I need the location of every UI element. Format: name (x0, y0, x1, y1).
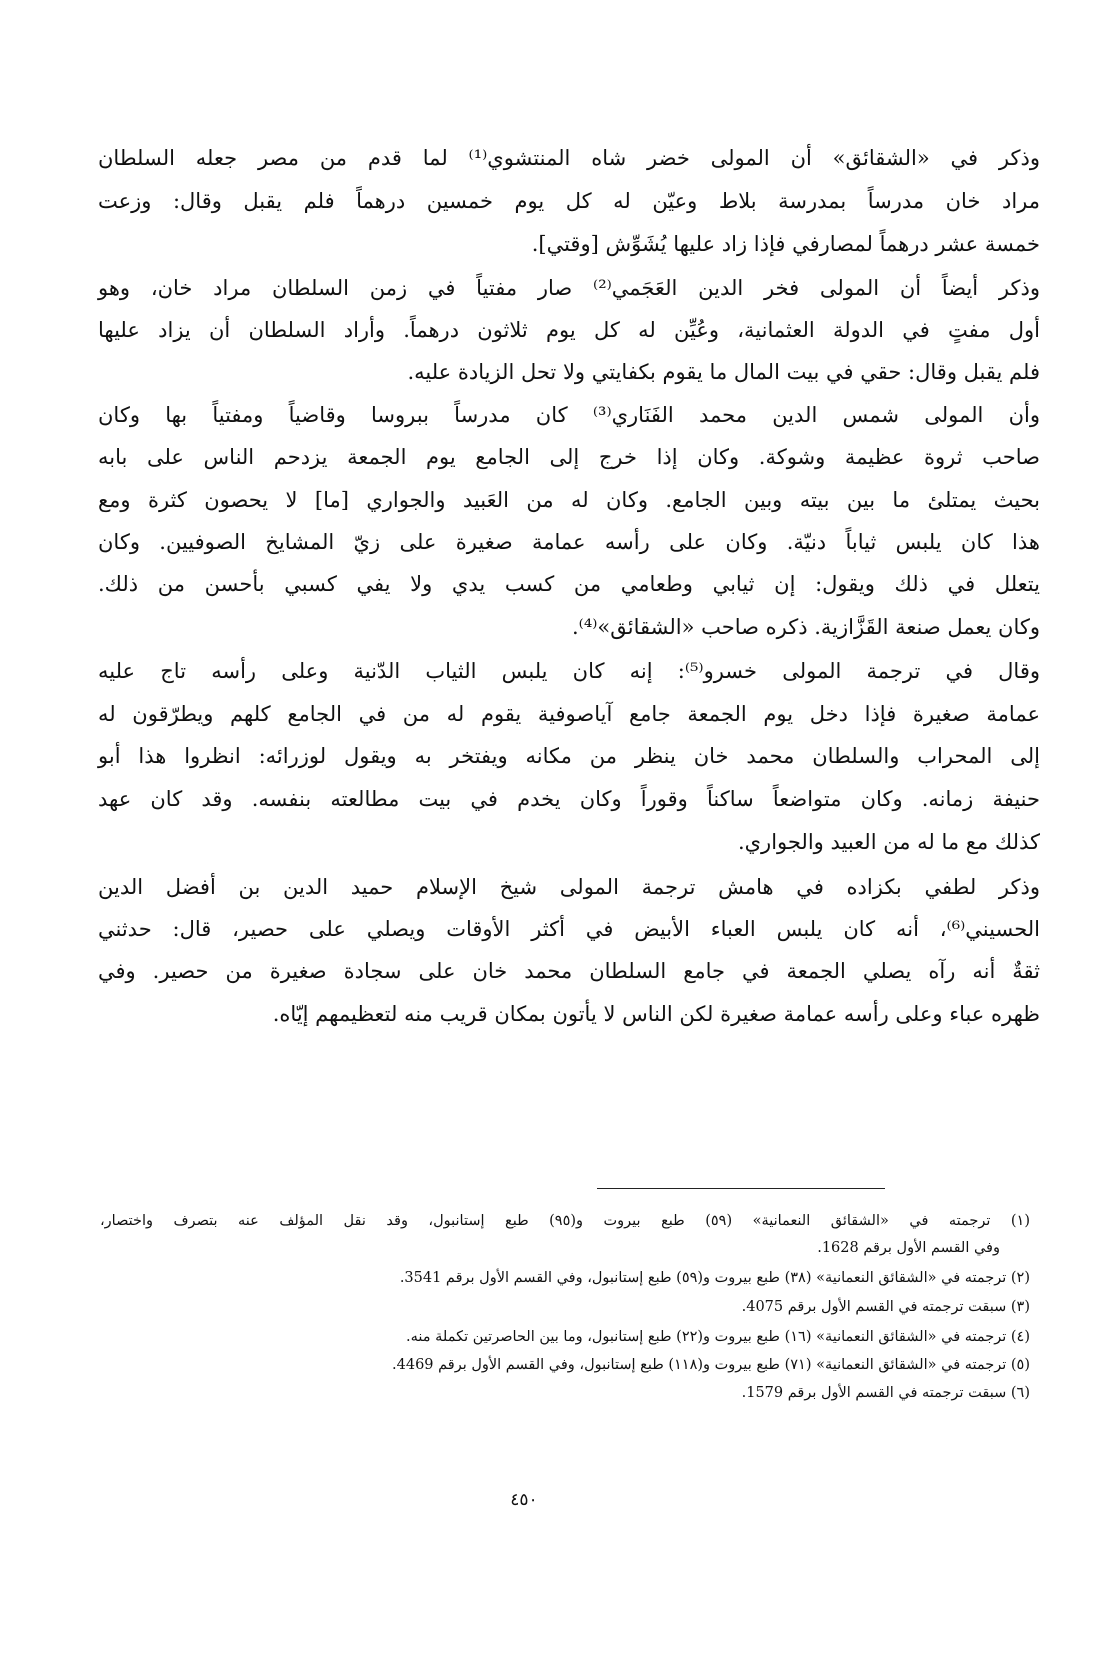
body-line: ثقةٌ أنه رآه يصلي الجمعة في جامع السلطان محمد خان على سجادة صغيرة من حصير. وفي (98, 959, 1041, 983)
body-line: هذا كان يلبس ثياباً دنيّة. وكان على رأسه عمامة صغيرة على زيّ المشايخ الصوفيين. وكان (98, 530, 1040, 554)
body-line: بحيث يمتلئ ما بين بيته وبين الجامع. وكان له من العَبيد والجواري [ما] لا يحصون كثرة ومع (98, 488, 1040, 512)
page-number: ٤٥٠ (510, 1490, 538, 1510)
body-line: الحسيني⁽⁶⁾، أنه كان يلبس العباء الأبيض في أكثر الأوقات ويصلي على حصير، قال: حدثني (98, 917, 1040, 941)
body-line: ظهره عباء وعلى رأسه عمامة صغيرة لكن الناس لا يأتون بمكان قريب منه لتعظيمهم إيّاه. (272, 1002, 1040, 1026)
body-line: إلى المحراب والسلطان محمد خان ينظر من مكانه ويفتخر به ويقول لوزرائه: انظروا هذا أبو (98, 744, 1040, 768)
footnote: (٦) سبقت ترجمته في القسم الأول برقم 1579. (741, 1385, 1030, 1401)
body-line: عمامة صغيرة فإذا دخل يوم الجمعة جامع آياصوفية يقوم له من في الجامع كلهم ويطرّقون له (98, 702, 1040, 726)
body-line: كذلك مع ما له من العبيد والجواري. (737, 830, 1040, 854)
body-line: مراد خان مدرساً بمدرسة بلاط وعيّن له كل يوم خمسين درهماً فلم يقبل وقال: وزعت (98, 189, 1040, 213)
body-line: حنيفة زمانه. وكان متواضعاً ساكناً وقوراً وكان يخدم في بيت مطالعته بنفسه. وقد كان عهد (98, 787, 1040, 811)
footnote: (٥) ترجمته في «الشقائق النعمانية» (٧١) طبع بيروت و(١١٨) طبع إستانبول، وفي القسم الأول برقم 4469. (392, 1357, 1030, 1373)
body-line: وذكر لطفي بكزاده في هامش ترجمة المولى شيخ الإسلام حميد الدين بن أفضل الدين (98, 875, 1040, 899)
body-line: أول مفتٍ في الدولة العثمانية، وعُيِّن له كل يوم ثلاثون درهماً. وأراد السلطان أن يزاد عليها (98, 318, 1040, 342)
body-line: وذكر في «الشقائق» أن المولى خضر شاه المنتشوي⁽¹⁾ لما قدم من مصر جعله السلطان (98, 146, 1040, 170)
footnote-separator (597, 1188, 885, 1189)
body-line: يتعلل في ذلك ويقول: إن ثيابي وطعامي من كسب يدي ولا يفي كسبي بأحسن من ذلك. (98, 572, 1040, 596)
body-line: وأن المولى شمس الدين محمد الفَنَاري⁽³⁾ كان مدرساً ببروسا وقاضياً ومفتياً بها وكان (98, 403, 1040, 427)
footnote: (٣) سبقت ترجمته في القسم الأول برقم 4075. (741, 1299, 1030, 1315)
body-line: صاحب ثروة عظيمة وشوكة. وكان إذا خرج إلى الجامع يوم الجمعة يزدحم الناس على بابه (98, 445, 1040, 469)
body-line: وكان يعمل صنعة القَزَّازية. ذكره صاحب «الشقائق»⁽⁴⁾. (571, 615, 1040, 639)
body-line: فلم يقبل وقال: حقي في بيت المال ما يقوم بكفايتي ولا تحل الزيادة عليه. (407, 360, 1040, 384)
body-line: وذكر أيضاً أن المولى فخر الدين العَجَمي⁽²⁾ صار مفتياً في زمن السلطان مراد خان، وهو (98, 276, 1040, 300)
body-line: وقال في ترجمة المولى خسرو⁽⁵⁾: إنه كان يلبس الثياب الدّنية وعلى رأسه تاج عليه (98, 659, 1041, 683)
footnote: (٢) ترجمته في «الشقائق النعمانية» (٣٨) طبع بيروت و(٥٩) طبع إستانبول، وفي القسم الأول برقم 3541. (399, 1270, 1030, 1286)
footnote: (١) ترجمته في «الشقائق النعمانية» (٥٩) طبع بيروت و(٩٥) طبع إستانبول، وقد نقل المؤلف عنه بتصرف واختصار، (100, 1213, 1031, 1229)
footnote: (٤) ترجمته في «الشقائق النعمانية» (١٦) طبع بيروت و(٢٢) طبع إستانبول، وما بين الحاصرتين تكملة منه. (406, 1329, 1030, 1345)
body-line: خمسة عشر درهماً لمصارفي فإذا زاد عليها يُشَوِّش [وقتي]. (531, 232, 1040, 256)
footnote: وفي القسم الأول برقم 1628. (817, 1240, 1000, 1256)
